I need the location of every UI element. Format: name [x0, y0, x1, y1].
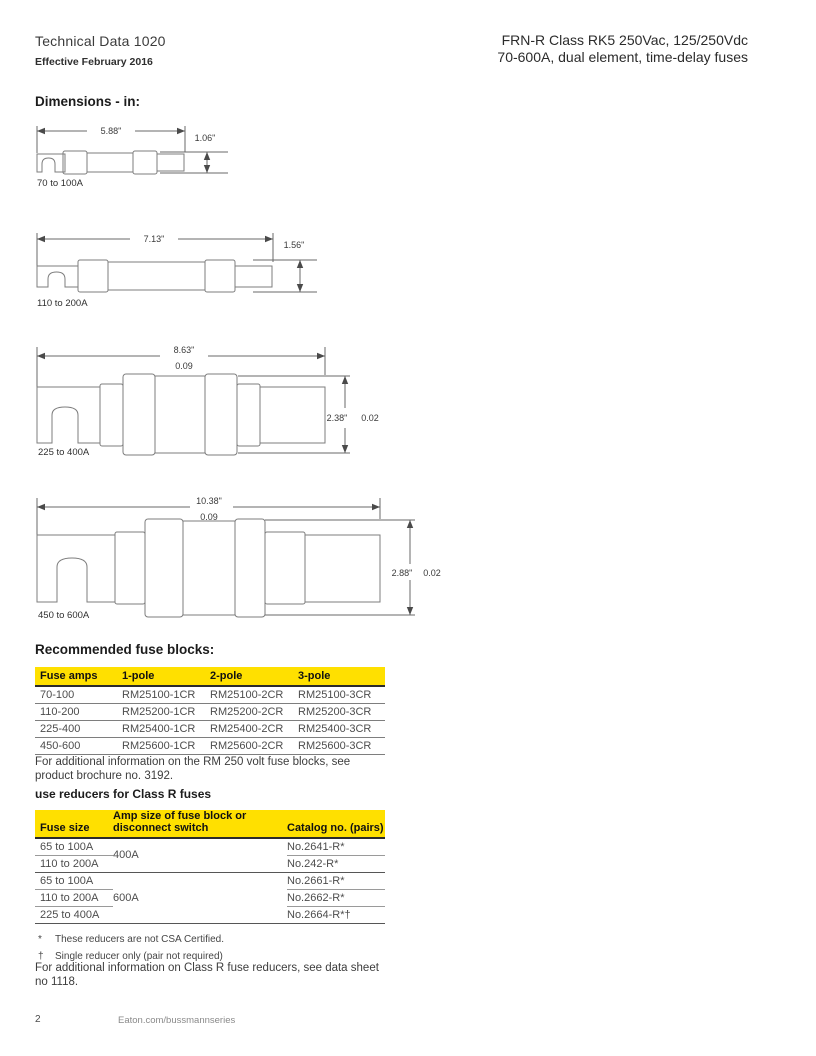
right-blade [235, 266, 272, 287]
reducers-note [35, 962, 379, 989]
fuse-blocks-note [35, 756, 350, 783]
column-header-1-pole: 1-pole [122, 667, 210, 686]
table-cell: RM25200-3CR [298, 703, 385, 720]
fuse-body [87, 153, 133, 172]
table-cell: RM25200-2CR [210, 703, 298, 720]
fuse-outline [37, 519, 380, 617]
height-label: 1.56" [283, 240, 305, 250]
length-label: 7.13" [143, 234, 165, 244]
right-blade [260, 387, 325, 443]
footnote-text: These reducers are not CSA Certified. [55, 934, 224, 945]
effective-date: Effective February 2016 [35, 56, 153, 68]
table-cell: No.2664-R*† [287, 906, 385, 923]
footnote-text: Single reducer only (pair not required) [55, 951, 223, 962]
hub-left-rim [145, 519, 183, 617]
table-row [35, 686, 385, 703]
table-row [35, 872, 385, 889]
footnote-symbol: * [38, 934, 42, 945]
table-cell: RM25600-2CR [210, 737, 298, 754]
fuse-drawing-225-400A [30, 344, 390, 460]
left-step-ring [100, 384, 123, 446]
table-cell: 110 to 200A [35, 855, 113, 872]
column-header-amp-size: Amp size of fuse block or disconnect switch [113, 810, 287, 838]
note-line: no 1118. [35, 975, 79, 988]
length-tolerance-label: 0.09 [200, 512, 218, 522]
table-cell: RM25400-1CR [122, 720, 210, 737]
right-step-ring [237, 384, 260, 446]
fuse-outline [37, 260, 272, 292]
height-dimension [265, 520, 441, 615]
column-header-3-pole: 3-pole [298, 667, 385, 686]
left-end-cap [63, 151, 87, 174]
table-cell: RM25400-3CR [298, 720, 385, 737]
product-title-line1: FRN-R Class RK5 250Vac, 125/250Vdc [501, 32, 748, 48]
reducers-table [35, 810, 385, 924]
amp-range-label: 450 to 600A [38, 610, 90, 621]
height-tolerance-label: 0.02 [361, 413, 379, 423]
header-row [35, 810, 385, 838]
length-dimension [37, 345, 325, 387]
column-header-2-pole: 2-pole [210, 667, 298, 686]
right-blade [157, 154, 184, 171]
amp-size-merged-cell: 400A [113, 838, 287, 872]
left-blade-with-notch [37, 535, 115, 602]
fuse-outline [37, 151, 184, 174]
page-number: 2 [35, 1014, 41, 1025]
footnote-symbol: † [38, 951, 44, 962]
hub-right-rim [235, 519, 265, 617]
dimensions-heading: Dimensions - in: [35, 94, 141, 109]
note-line: For additional information on Class R fuse reducers, see data sheet [35, 962, 379, 974]
length-dimension [37, 126, 185, 153]
table-row [35, 737, 385, 754]
table-cell: No.2661-R* [287, 872, 385, 889]
hub-left-rim [123, 374, 155, 455]
table-cell: 450-600 [35, 737, 122, 754]
table-cell: No.2662-R* [287, 889, 385, 906]
length-dimension [37, 233, 273, 266]
right-end-cap [205, 260, 235, 292]
fuse-drawing-70-100A [30, 120, 240, 192]
height-dimension [238, 376, 379, 453]
table-row [35, 720, 385, 737]
amp-size-merged-cell: 600A [113, 872, 287, 923]
left-blade-with-notch [37, 387, 100, 443]
height-dimension [160, 133, 228, 173]
amp-range-label: 110 to 200A [37, 298, 88, 309]
header-left [35, 33, 166, 68]
height-label: 2.38" [326, 413, 348, 423]
table-cell: RM25600-3CR [298, 737, 385, 754]
fuse-blocks-table [35, 667, 385, 755]
table-row [35, 838, 385, 855]
length-label: 8.63" [173, 345, 195, 355]
fuse-drawing-110-200A [30, 226, 330, 310]
table-cell: 110 to 200A [35, 889, 113, 906]
product-title-line2: 70-600A, dual element, time-delay fuses [497, 49, 748, 65]
table-cell: No.2641-R* [287, 838, 385, 855]
length-label: 10.38" [196, 496, 222, 506]
table-cell: RM25100-1CR [122, 686, 210, 703]
table-cell: RM25600-1CR [122, 737, 210, 754]
hub-right-rim [205, 374, 237, 455]
length-dimension [37, 496, 380, 535]
fuse-body [108, 262, 205, 290]
height-tolerance-label: 0.02 [423, 568, 441, 578]
hub-center [183, 521, 235, 615]
length-label: 5.88" [100, 126, 122, 136]
doc-title: Technical Data 1020 [35, 33, 166, 49]
left-blade-with-notch [37, 266, 78, 287]
right-step-ring [265, 532, 305, 604]
right-terminal [305, 535, 380, 602]
hub-center [155, 376, 205, 453]
reducers-heading: use reducers for Class R fuses [35, 787, 212, 801]
table-cell: 110-200 [35, 703, 122, 720]
note-line: For additional information on the RM 250 volt fuse blocks, see [35, 756, 351, 768]
table-cell: 70-100 [35, 686, 122, 703]
table-cell: RM25200-1CR [122, 703, 210, 720]
header-row [35, 667, 385, 686]
table-cell: 65 to 100A [35, 872, 113, 889]
fuse-drawing-450-600A [30, 488, 450, 624]
height-label: 1.06" [194, 133, 216, 143]
table-cell: RM25400-2CR [210, 720, 298, 737]
amp-range-label: 70 to 100A [37, 178, 83, 189]
column-header-fuse-size: Fuse size [35, 810, 113, 838]
left-step-ring [115, 532, 145, 604]
column-header-fuse-amps: Fuse amps [35, 667, 122, 686]
table-cell: 225-400 [35, 720, 122, 737]
footnotes [38, 931, 224, 965]
table-row [35, 703, 385, 720]
column-header-catalog-no: Catalog no. (pairs) [287, 810, 385, 838]
footer-website: Eaton.com/bussmannseries [118, 1015, 236, 1026]
table-cell: RM25100-3CR [298, 686, 385, 703]
table-cell: RM25100-2CR [210, 686, 298, 703]
length-tolerance-label: 0.09 [175, 361, 193, 371]
footnote [38, 931, 224, 948]
fuse-blocks-heading: Recommended fuse blocks: [35, 642, 215, 657]
left-end-cap [78, 260, 108, 292]
fuse-outline [37, 374, 325, 455]
table-cell: 225 to 400A [35, 906, 113, 923]
note-line: product brochure no. 3192. [35, 769, 174, 782]
table-cell: 65 to 100A [35, 838, 113, 855]
height-label: 2.88" [391, 568, 413, 578]
table-cell: No.242-R* [287, 855, 385, 872]
left-blade-with-notch [37, 154, 65, 172]
amp-range-label: 225 to 400A [38, 447, 90, 458]
product-title [497, 32, 748, 66]
right-end-cap [133, 151, 157, 174]
